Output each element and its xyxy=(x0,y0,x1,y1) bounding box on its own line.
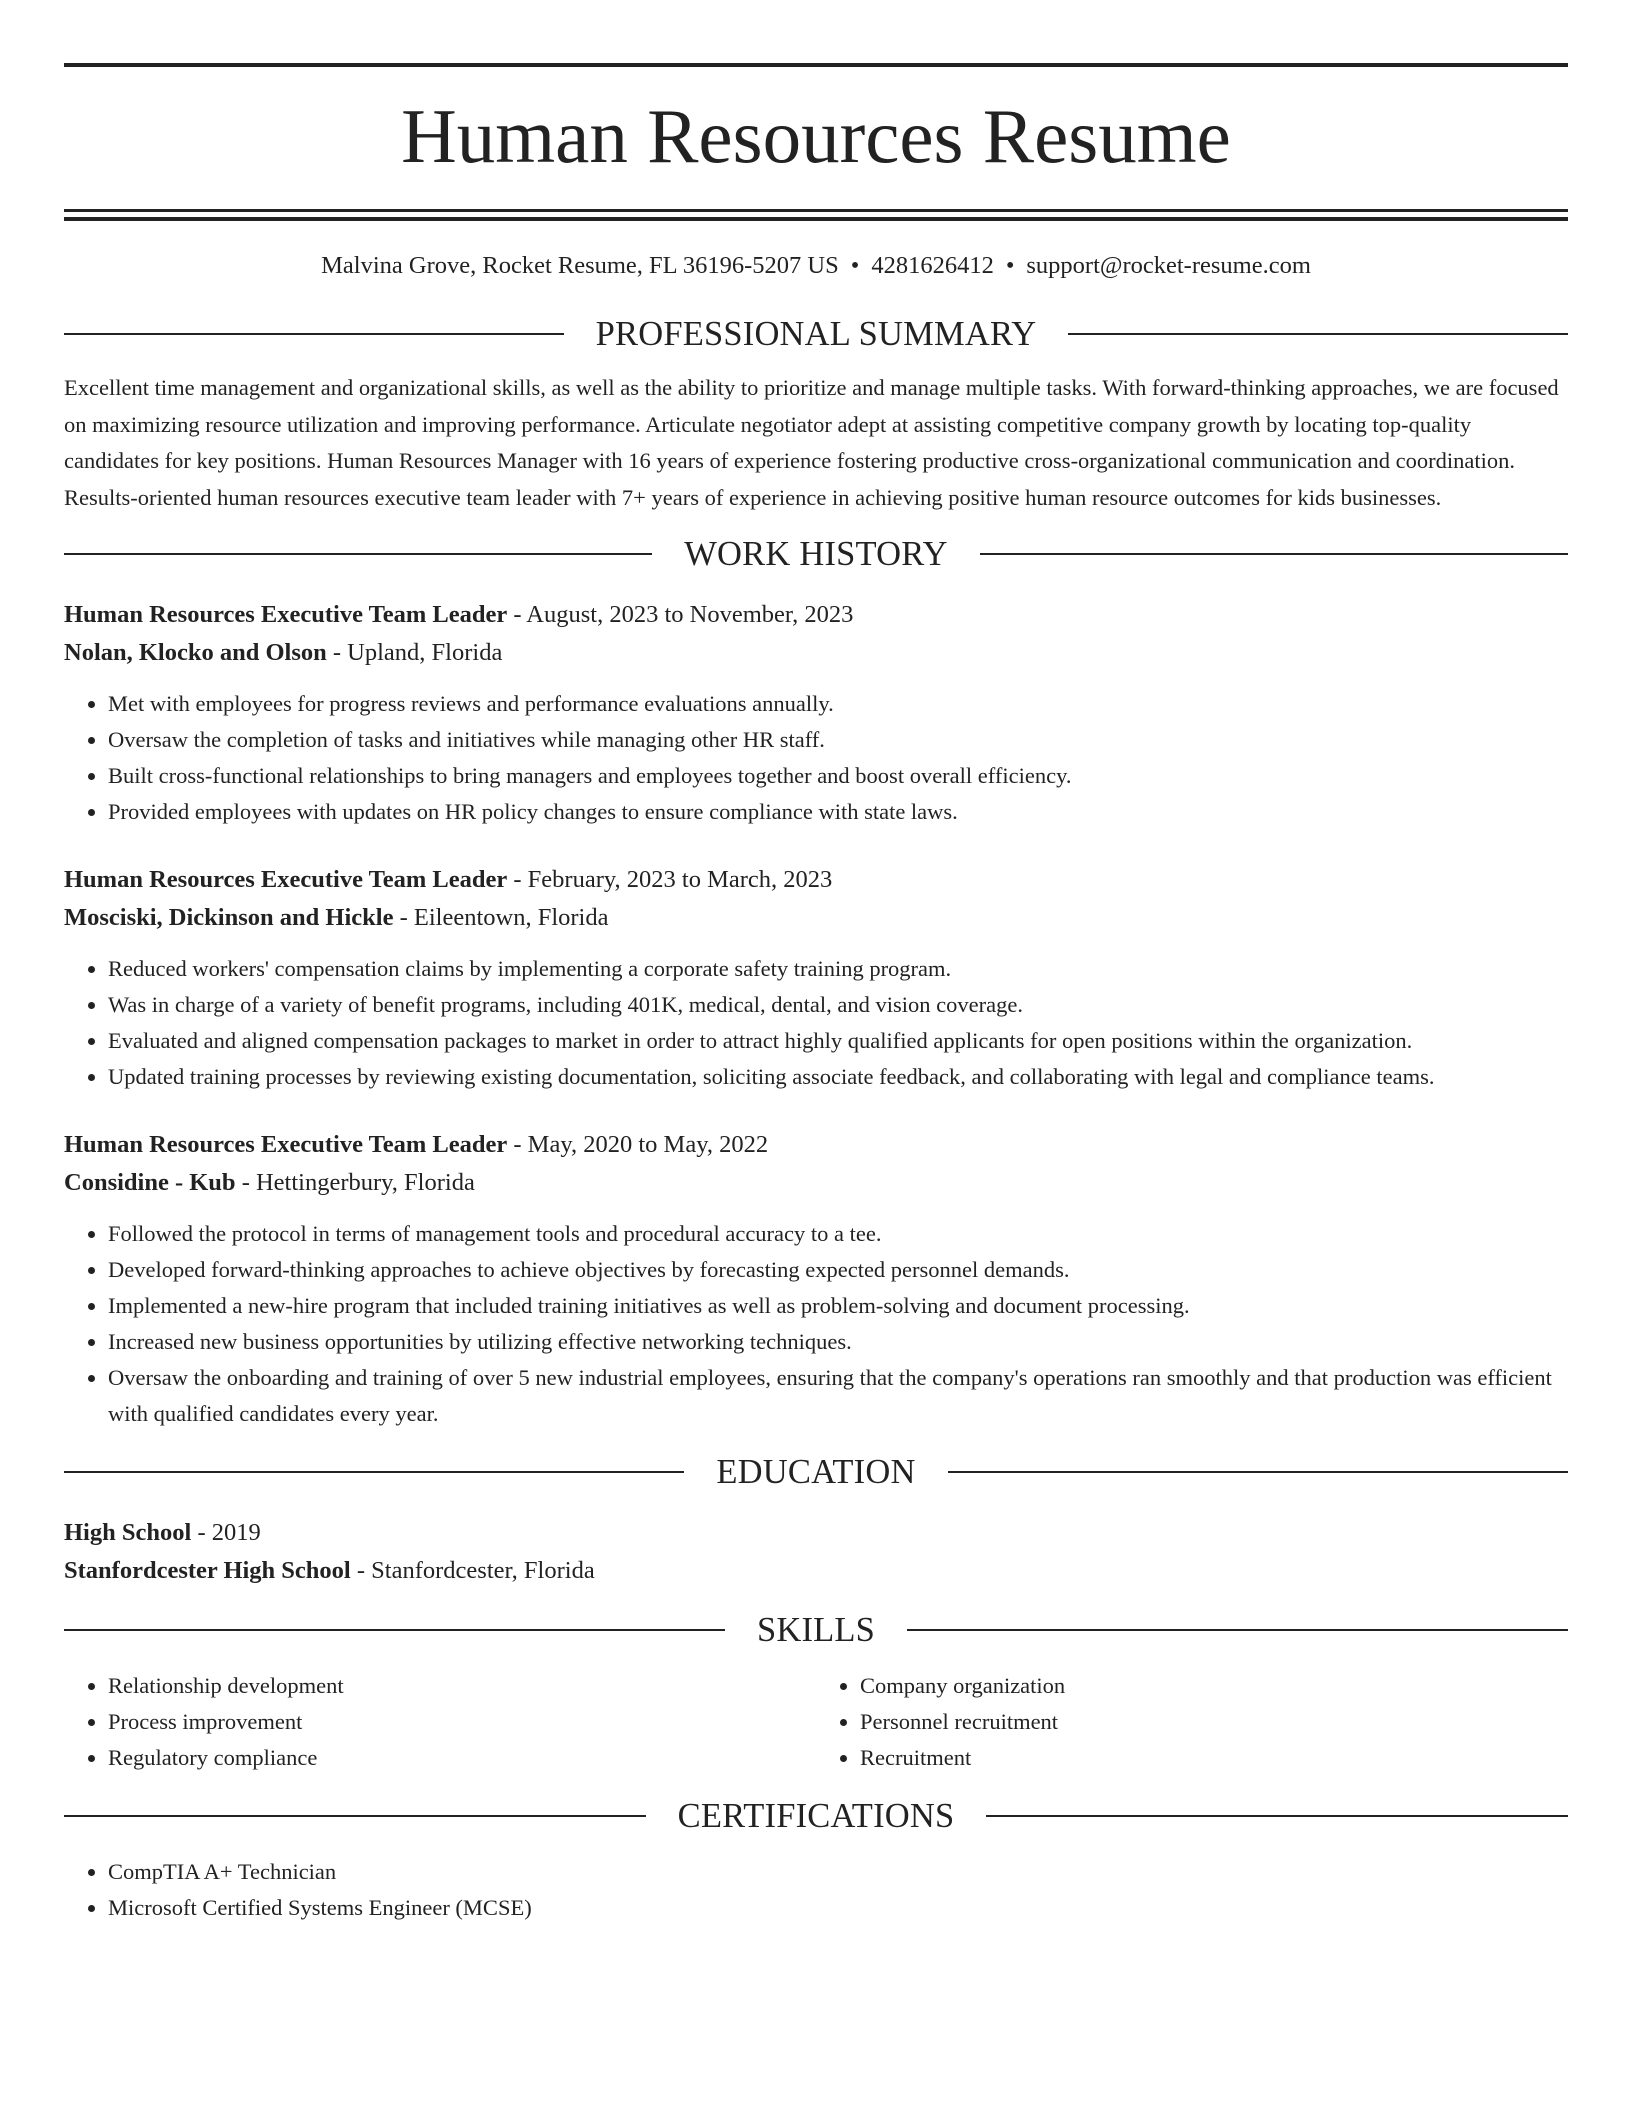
job-location: - Eileentown, Florida xyxy=(393,904,609,931)
job-role: Human Resources Executive Team Leader xyxy=(64,1131,508,1158)
contact-email[interactable]: support@rocket-resume.com xyxy=(1026,252,1311,279)
job-role: Human Resources Executive Team Leader xyxy=(64,866,508,893)
job-entry xyxy=(64,596,1568,830)
contact-line xyxy=(64,251,1568,281)
top-rule xyxy=(64,63,1568,67)
divider-line xyxy=(64,1471,684,1473)
divider-line xyxy=(980,553,1568,555)
skill-item: • Personnel recruitment xyxy=(860,1704,1568,1740)
job-company-line xyxy=(64,634,1568,672)
section-header-education xyxy=(64,1452,1568,1492)
divider-line xyxy=(1068,333,1568,335)
job-entry xyxy=(64,1126,1568,1432)
job-bullet: • Updated training processes by reviewing existing documentation, soliciting associate feedback, and collaborating with legal and compliance teams. xyxy=(108,1059,1568,1095)
contact-address: Malvina Grove, Rocket Resume, FL 36196-5207 US xyxy=(321,252,839,279)
education-location: - Stanfordcester, Florida xyxy=(350,1557,595,1584)
job-dates: - May, 2020 to May, 2022 xyxy=(507,1131,769,1158)
section-title-summary: PROFESSIONAL SUMMARY xyxy=(595,315,1037,353)
job-dates: - February, 2023 to March, 2023 xyxy=(507,866,833,893)
job-bullet: • Provided employees with updates on HR policy changes to ensure compliance with state laws. xyxy=(108,794,1568,830)
job-title-line xyxy=(64,861,1568,899)
education-school: Stanfordcester High School xyxy=(64,1557,351,1584)
section-header-certifications xyxy=(64,1796,1568,1836)
section-header-skills xyxy=(64,1610,1568,1650)
contact-separator: • xyxy=(850,252,860,279)
divider-line xyxy=(64,1629,725,1631)
resume-title: Human Resources Resume xyxy=(401,93,1231,179)
job-title-line xyxy=(64,1126,1568,1164)
skill-item: • Relationship development xyxy=(108,1668,816,1704)
job-bullet: • Increased new business opportunities by utilizing effective networking techniques. xyxy=(108,1324,1568,1360)
skill-item: • Company organization xyxy=(860,1668,1568,1704)
education-year: - 2019 xyxy=(191,1519,261,1546)
job-bullet: • Evaluated and aligned compensation packages to market in order to attract highly qualified applicants for open positions within the organization. xyxy=(108,1023,1568,1059)
contact-separator: • xyxy=(1005,252,1015,279)
section-title-work: WORK HISTORY xyxy=(684,535,948,573)
job-company: Considine - Kub xyxy=(64,1169,236,1196)
job-bullet: • Reduced workers' compensation claims by implementing a corporate safety training program. xyxy=(108,951,1568,987)
job-company-line xyxy=(64,1164,1568,1202)
skills-column-left xyxy=(64,1668,816,1776)
section-header-summary xyxy=(64,314,1568,354)
job-company-line xyxy=(64,899,1568,937)
divider-line xyxy=(948,1471,1568,1473)
job-bullet: • Met with employees for progress reviews and performance evaluations annually. xyxy=(108,686,1568,722)
skill-item: • Regulatory compliance xyxy=(108,1740,816,1776)
divider-line xyxy=(907,1629,1568,1631)
job-location: - Upland, Florida xyxy=(326,639,503,666)
job-company: Mosciski, Dickinson and Hickle xyxy=(64,904,394,931)
section-title-certifications: CERTIFICATIONS xyxy=(677,1797,955,1835)
section-title-skills: SKILLS xyxy=(756,1611,876,1649)
resume-page xyxy=(64,0,1568,1926)
job-entry xyxy=(64,861,1568,1095)
job-location: - Hettingerbury, Florida xyxy=(235,1169,475,1196)
education-school-line xyxy=(64,1552,1568,1590)
job-bullet: • Implemented a new-hire program that included training initiatives as well as problem-solving and document processing. xyxy=(108,1288,1568,1324)
job-bullet: • Developed forward-thinking approaches to achieve objectives by forecasting expected personnel demands. xyxy=(108,1252,1568,1288)
job-role: Human Resources Executive Team Leader xyxy=(64,601,508,628)
skills-column-right xyxy=(816,1668,1568,1776)
education-degree-line xyxy=(64,1514,1568,1552)
job-bullets xyxy=(64,951,1568,1095)
job-bullets xyxy=(64,1216,1568,1432)
job-company: Nolan, Klocko and Olson xyxy=(64,639,327,666)
education-entry xyxy=(64,1514,1568,1590)
job-title-line xyxy=(64,596,1568,634)
divider-line xyxy=(64,553,652,555)
job-bullet: • Oversaw the completion of tasks and initiatives while managing other HR staff. xyxy=(108,722,1568,758)
job-bullets xyxy=(64,686,1568,830)
section-header-work xyxy=(64,534,1568,574)
certification-item: • CompTIA A+ Technician xyxy=(108,1854,1568,1890)
skills-grid xyxy=(64,1668,1568,1776)
contact-phone: 4281626412 xyxy=(871,252,994,279)
education-degree: High School xyxy=(64,1519,192,1546)
job-bullet: • Followed the protocol in terms of management tools and procedural accuracy to a tee. xyxy=(108,1216,1568,1252)
job-bullet: • Oversaw the onboarding and training of over 5 new industrial employees, ensuring that the company's operations ran smoothly and that production was efficient with qualified candidates every year. xyxy=(108,1360,1568,1432)
summary-text: Excellent time management and organizational skills, as well as the ability to prioritize and manage multiple tasks. With forward-thinking approaches, we are focused on maximizing resource utilization and improving performance. Articulate negotiator adept at assisting competitive company growth by locating top-quality candidates for key positions. Human Resources Manager with 16 years of experience fostering productive cross-organizational communication and coordination. Results-oriented human resources executive team leader with 7+ years of experience in achieving positive human resource outcomes for kids businesses. xyxy=(64,375,1559,510)
job-bullet: • Was in charge of a variety of benefit programs, including 401K, medical, dental, and vision coverage. xyxy=(108,987,1568,1023)
section-title-education: EDUCATION xyxy=(716,1453,916,1491)
skill-item: • Process improvement xyxy=(108,1704,816,1740)
divider-line xyxy=(986,1815,1568,1817)
divider-line xyxy=(64,1815,646,1817)
divider-line xyxy=(64,333,564,335)
title-double-rule xyxy=(64,209,1568,221)
skill-item: • Recruitment xyxy=(860,1740,1568,1776)
job-dates: - August, 2023 to November, 2023 xyxy=(507,601,854,628)
job-bullet: • Built cross-functional relationships to bring managers and employees together and boost overall efficiency. xyxy=(108,758,1568,794)
certification-item: • Microsoft Certified Systems Engineer (MCSE) xyxy=(108,1890,1568,1926)
certifications-list xyxy=(64,1854,1568,1926)
